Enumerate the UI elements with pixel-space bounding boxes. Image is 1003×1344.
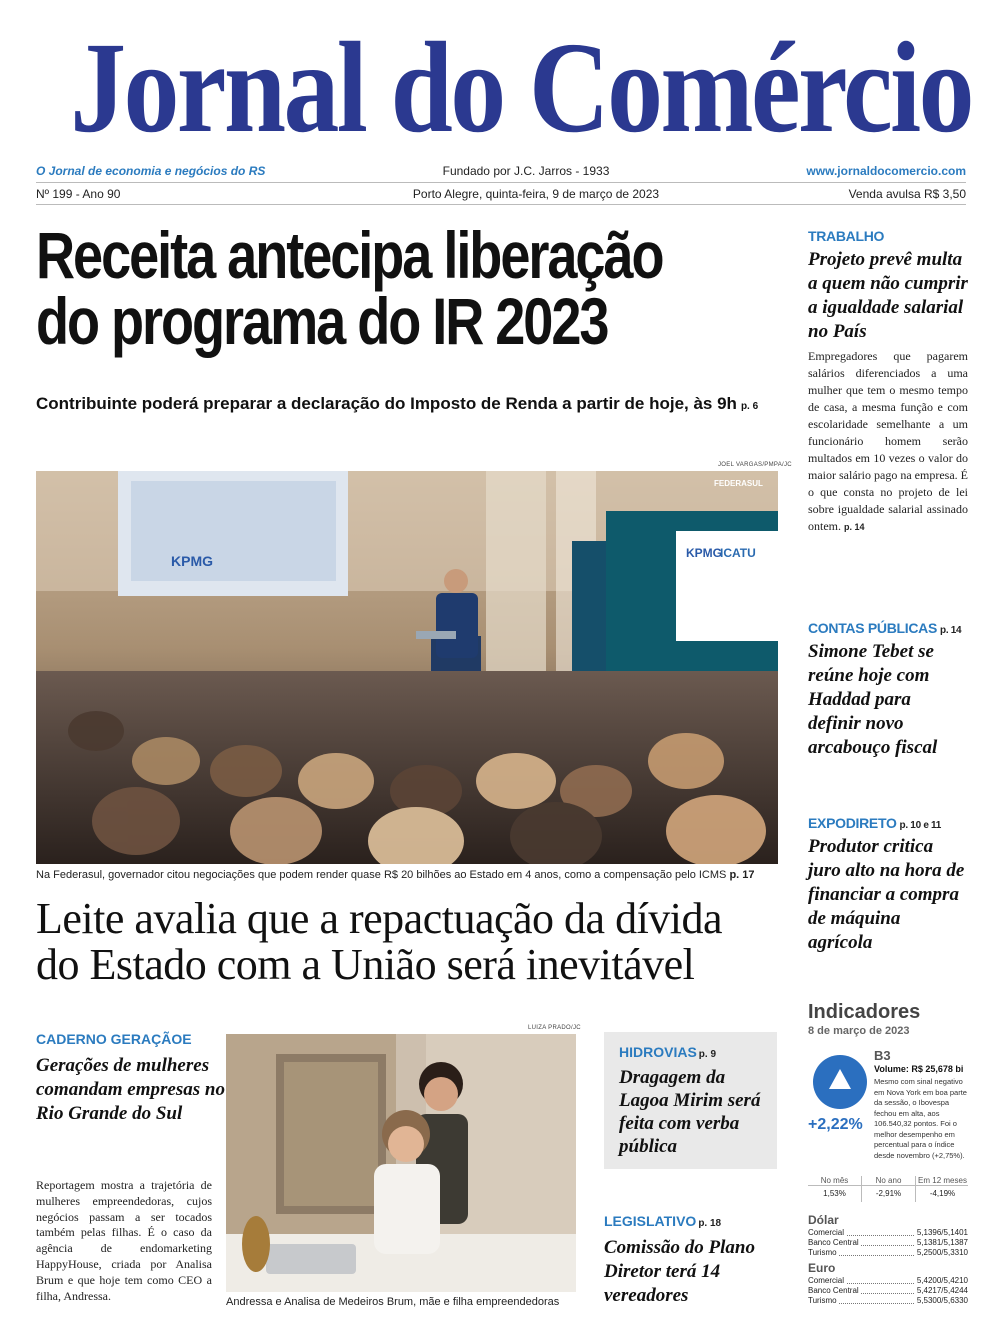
women-photo[interactable] bbox=[226, 1034, 576, 1292]
performance-value: -2,91% bbox=[875, 1189, 902, 1198]
second-headline-line: Leite avalia que a repactuação da dívida bbox=[36, 894, 723, 943]
page-reference: p. 10 e 11 bbox=[899, 820, 942, 831]
fx-value: 5,1381/5,1387 bbox=[916, 1238, 968, 1247]
fx-name: Turismo bbox=[808, 1296, 837, 1305]
divider bbox=[36, 204, 966, 205]
performance-value: -4,19% bbox=[929, 1189, 956, 1198]
sponsor-logo: ICATU bbox=[720, 546, 756, 560]
fx-name: Turismo bbox=[808, 1248, 837, 1257]
photo-caption: Andressa e Analisa de Medeiros Brum, mãe e filha empreendedoras bbox=[226, 1296, 560, 1308]
photo-caption-text: Na Federasul, governador citou negociações que podem render quase R$ 20 bilhões ao Estado em 4 anos, como a compensação pelo ICMS bbox=[36, 869, 727, 881]
performance-table bbox=[808, 1176, 968, 1204]
fx-name: Comercial bbox=[808, 1276, 845, 1285]
b3-label: B3 bbox=[874, 1048, 891, 1063]
photo-credit: JOEL VARGAS/PMPA/JC bbox=[718, 462, 792, 468]
caderno-headline[interactable]: Gerações de mulheres comandam empresas no Rio Grande do Sul bbox=[36, 1055, 225, 1124]
lead-subhead bbox=[36, 394, 758, 414]
fx-row bbox=[808, 1276, 968, 1286]
divider bbox=[36, 182, 966, 183]
indicators-title: Indicadores bbox=[808, 1001, 921, 1023]
sidebar-expodireto bbox=[808, 815, 968, 955]
second-headline[interactable] bbox=[36, 896, 796, 988]
photo-credit: LUIZA PRADO/JC bbox=[528, 1025, 581, 1031]
sidebar-headline[interactable]: Produtor critica juro alto na hora de financiar a compra de máquina agrícola bbox=[808, 836, 965, 953]
performance-cell bbox=[916, 1176, 969, 1198]
fx-name: Comercial bbox=[808, 1228, 845, 1237]
fx-value: 5,1396/5,1401 bbox=[916, 1228, 968, 1237]
performance-cell bbox=[862, 1176, 915, 1198]
entrepreneurs-photo-illustration bbox=[226, 1034, 576, 1292]
section-kicker[interactable]: CADERNO GERAÇÃOE bbox=[36, 1031, 192, 1047]
fx-value: 5,4200/5,4210 bbox=[916, 1276, 968, 1285]
fx-row bbox=[808, 1248, 968, 1258]
sponsor-logo: FEDERASUL bbox=[714, 479, 763, 488]
performance-cell bbox=[808, 1176, 861, 1198]
fx-value: 5,2500/5,3310 bbox=[916, 1248, 968, 1257]
fx-row bbox=[808, 1286, 968, 1296]
fx-value: 5,4217/5,4244 bbox=[916, 1286, 968, 1295]
b3-description: Mesmo com sinal negativo em Nova York em boa parte da sessão, o Ibovespa fechou em alta, aos 106.540,32 pontos. Foi o melhor desempenho em percentual para o índice desde novembro (+2,75%). bbox=[874, 1077, 967, 1160]
fx-name: Banco Central bbox=[808, 1238, 859, 1247]
tagline: O Jornal de economia e negócios do RS bbox=[36, 164, 266, 178]
page-reference[interactable]: p. 17 bbox=[729, 869, 755, 881]
fx-row bbox=[808, 1228, 968, 1238]
second-headline-line: do Estado com a União será inevitável bbox=[36, 940, 695, 989]
section-kicker-text: CONTAS PÚBLICAS bbox=[808, 620, 938, 636]
section-kicker[interactable] bbox=[808, 815, 968, 831]
page-reference: p. 14 bbox=[940, 625, 962, 636]
founded-note: Fundado por J.C. Jarros - 1933 bbox=[442, 164, 610, 178]
page-reference: p. 9 bbox=[698, 1049, 717, 1060]
divider bbox=[808, 1185, 968, 1186]
performance-label: No ano bbox=[875, 1176, 902, 1185]
fx-name: Banco Central bbox=[808, 1286, 859, 1295]
masthead-logo: Jornal do Comércio bbox=[70, 16, 972, 160]
performance-label: Em 12 meses bbox=[918, 1176, 967, 1185]
section-kicker[interactable] bbox=[619, 1044, 716, 1060]
sponsor-logo: KPMG bbox=[686, 546, 722, 560]
section-kicker[interactable]: TRABALHO bbox=[808, 228, 885, 244]
fx-row bbox=[808, 1296, 968, 1306]
fx-value: 5,5300/5,6330 bbox=[916, 1296, 968, 1305]
sidebar-contas-publicas bbox=[808, 620, 968, 760]
event-photo-illustration bbox=[36, 471, 778, 864]
section-kicker-text: HIDROVIAS bbox=[619, 1044, 697, 1060]
lead-headline[interactable] bbox=[36, 218, 663, 358]
section-kicker-text: EXPODIRETO bbox=[808, 815, 897, 831]
screen-logo: KPMG bbox=[171, 553, 213, 569]
b3-volume: Volume: R$ 25,678 bi bbox=[874, 1064, 964, 1074]
sidebar-headline[interactable]: Projeto prevê multa a quem não cumprir a igualdade salarial no País bbox=[808, 249, 968, 342]
sidebar-body bbox=[808, 348, 968, 536]
lead-subhead-text: Contribuinte poderá preparar a declaração do Imposto de Renda a partir de hoje, às 9h bbox=[36, 394, 737, 413]
hidrovias-headline[interactable]: Dragagem da Lagoa Mirim será feita com verba pública bbox=[619, 1067, 761, 1157]
page-reference: p. 18 bbox=[698, 1218, 722, 1229]
up-triangle-icon-shape bbox=[829, 1069, 851, 1089]
sidebar-body-text: Empregadores que pagarem salários diferenciados a uma mulher que tem o mesmo tempo de casa, a mesma função e com escolaridade semelhante a um funcionário homem serão multados em 10 vezes o valor do maior salário pago na empresa. É o que consta no projeto de lei sobre igualdade salarial assinado ontem. bbox=[808, 349, 968, 533]
caderno-body: Reportagem mostra a trajetória de mulheres empreendedoras, cujos negócios passam a ser tocados também pelas filhas. É o caso da agência de endomarketing HappyHouse, criada por Analisa Brum e que hoje tem como CEO a filha, Andressa. bbox=[36, 1178, 212, 1303]
fx-title-dolar: Dólar bbox=[808, 1213, 839, 1227]
section-kicker-text: LEGISLATIVO bbox=[604, 1213, 697, 1229]
price: Venda avulsa R$ 3,50 bbox=[848, 187, 966, 201]
fx-title-euro: Euro bbox=[808, 1261, 836, 1275]
indicators-date: 8 de março de 2023 bbox=[808, 1025, 910, 1037]
sidebar-headline[interactable]: Simone Tebet se reúne hoje com Haddad para definir novo arcabouço fiscal bbox=[808, 641, 938, 758]
main-photo[interactable] bbox=[36, 471, 778, 864]
dateline: Porto Alegre, quinta-feira, 9 de março de 2023 bbox=[412, 187, 660, 201]
performance-label: No mês bbox=[820, 1176, 849, 1185]
page-reference[interactable]: p. 6 bbox=[740, 401, 759, 412]
website-link[interactable]: www.jornaldocomercio.com bbox=[806, 164, 966, 178]
section-kicker[interactable] bbox=[604, 1213, 721, 1229]
photo-caption bbox=[36, 869, 755, 881]
section-kicker[interactable] bbox=[808, 620, 968, 636]
tagline-row bbox=[36, 164, 966, 182]
lead-headline-line: do programa do IR 2023 bbox=[36, 284, 608, 358]
sidebar-trabalho bbox=[808, 228, 968, 536]
page-reference[interactable]: p. 14 bbox=[844, 522, 865, 532]
performance-value: 1,53% bbox=[823, 1189, 846, 1198]
fx-row bbox=[808, 1238, 968, 1248]
b3-change: +2,22% bbox=[808, 1116, 863, 1133]
lead-headline-line: Receita antecipa liberação bbox=[36, 218, 663, 292]
edition-row bbox=[36, 187, 966, 203]
edition-number: Nº 199 - Ano 90 bbox=[36, 187, 121, 201]
legislativo-headline[interactable]: Comissão do Plano Diretor terá 14 vereadores bbox=[604, 1237, 755, 1306]
